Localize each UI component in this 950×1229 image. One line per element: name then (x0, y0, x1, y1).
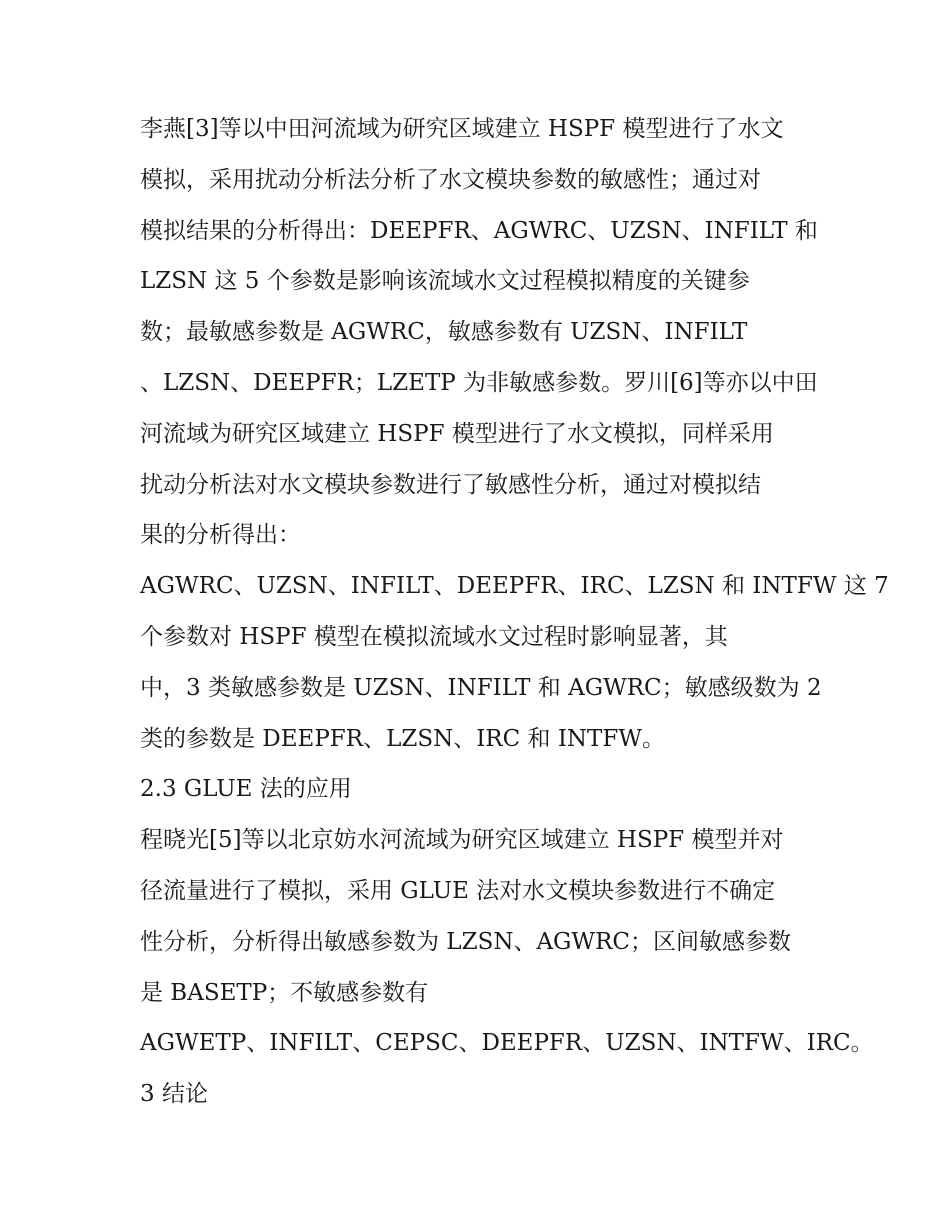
paragraph-line: 中，3 类敏感参数是 UZSN、INFILT 和 AGWRC；敏感级数为 2 (140, 674, 822, 701)
paragraph-line: LZSN 这 5 个参数是影响该流域水文过程模拟精度的关键参 (140, 268, 750, 295)
paragraph-line: 个参数对 HSPF 模型在模拟流域水文过程时影响显著，其 (140, 623, 728, 650)
paragraph-line: 模拟结果的分析得出：DEEPFR、AGWRC、UZSN、INFILT 和 (140, 217, 818, 244)
paragraph-line: 数；最敏感参数是 AGWRC，敏感参数有 UZSN、INFILT (140, 319, 748, 346)
paragraph-line: 果的分析得出： (140, 522, 301, 549)
section-heading: 2.3 GLUE 法的应用 (140, 776, 352, 803)
paragraph-line: 程晓光[5]等以北京妨水河流域为研究区域建立 HSPF 模型并对 (140, 827, 784, 854)
paragraph-line: 是 BASETP；不敏感参数有 (140, 979, 429, 1006)
paragraph-line: 、LZSN、DEEPFR；LZETP 为非敏感参数。罗川[6]等亦以中田 (140, 369, 818, 396)
paragraph-line: 扰动分析法对水文模块参数进行了敏感性分析，通过对模拟结 (140, 471, 761, 498)
paragraph-line: 类的参数是 DEEPFR、LZSN、IRC 和 INTFW。 (140, 725, 665, 752)
paragraph-line: 李燕[3]等以中田河流域为研究区域建立 HSPF 模型进行了水文 (140, 116, 784, 142)
paragraph-line: 径流量进行了模拟，采用 GLUE 法对水文模块参数进行不确定 (140, 877, 776, 904)
section-heading: 3 结论 (140, 1081, 208, 1108)
paragraph-line: 河流域为研究区域建立 HSPF 模型进行了水文模拟，同样采用 (140, 420, 774, 447)
paragraph-line: AGWRC、UZSN、INFILT、DEEPFR、IRC、LZSN 和 INTFW 这 7 (140, 573, 889, 600)
paragraph-line: AGWETP、INFILT、CEPSC、DEEPFR、UZSN、INTFW、IRC。 (140, 1030, 874, 1057)
paragraph-line: 模拟，采用扰动分析法分析了水文模块参数的敏感性；通过对 (140, 166, 761, 193)
body-text (140, 104, 889, 1120)
paragraph-line: 性分析，分析得出敏感参数为 LZSN、AGWRC；区间敏感参数 (140, 928, 791, 955)
